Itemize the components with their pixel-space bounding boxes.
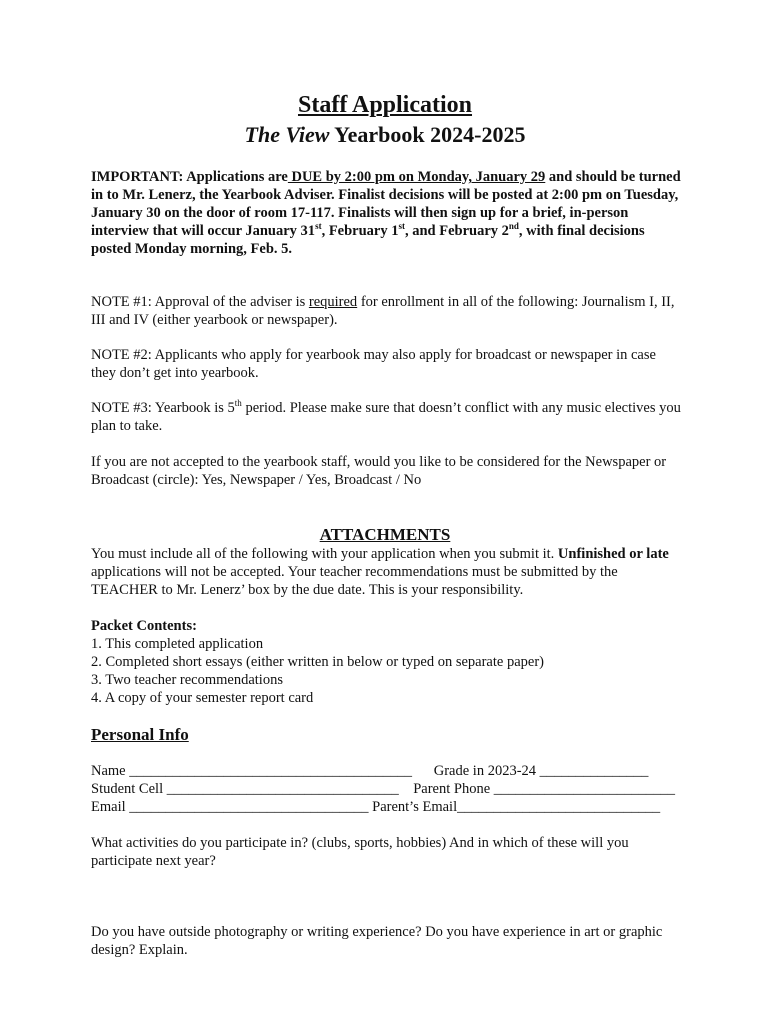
- note-1-text-a: NOTE #1: Approval of the adviser is: [91, 294, 309, 310]
- note-2: NOTE #2: Applicants who apply for yearbook may also apply for broadcast or newspaper in case they don’t get into yearbook.: [91, 347, 656, 381]
- important-sup-2: st: [398, 221, 405, 232]
- attachments-heading: ATTACHMENTS: [319, 525, 451, 544]
- important-text-2: and should be turned in to Mr. Lenerz, the Yearbook Adviser. Finalist decisions will be posted at 2:00 pm on Tuesday, January 30 on the door of room 17-117. Finalists will then sign up for a brief, in-person interview that will occur January 31: [91, 169, 681, 239]
- list-item: 2. Completed short essays (either written in below or typed on separate paper): [91, 654, 544, 670]
- experience-question: Do you have outside photography or writing experience? Do you have experience in art or graphic design? Explain.: [91, 924, 663, 958]
- list-item: 1. This completed application: [91, 636, 264, 652]
- page-title: Staff Application: [297, 92, 473, 118]
- important-sup-1: st: [315, 221, 322, 232]
- name-grade-line[interactable]: Name _______________________________________ Grade in 2023-24 _______________: [91, 763, 649, 779]
- note-3-text-a: NOTE #3: Yearbook is 5: [91, 400, 235, 416]
- packet-contents-list: [91, 635, 681, 707]
- email-line[interactable]: Email _________________________________ Parent’s Email____________________________: [91, 799, 661, 815]
- subtitle-rest: Yearbook 2024-2025: [329, 122, 526, 147]
- note-1: [91, 293, 681, 329]
- note-3-sup: th: [234, 398, 242, 409]
- note-3: [91, 399, 681, 435]
- important-text-5: , with final decisions posted Monday morning, Feb. 5.: [91, 223, 645, 257]
- list-item: 3. Two teacher recommendations: [91, 672, 283, 688]
- important-text-1: IMPORTANT: Applications are: [91, 169, 288, 185]
- note-3-text-b: period. Please make sure that doesn’t conflict with any music electives you plan to take.: [91, 400, 681, 434]
- important-sup-3: nd: [508, 221, 519, 232]
- activities-question: What activities do you participate in? (clubs, sports, hobbies) And in which of these will you participate next year?: [91, 835, 629, 869]
- cell-phone-line[interactable]: Student Cell ________________________________ Parent Phone _________________________: [91, 781, 676, 797]
- personal-info-heading: Personal Info: [91, 725, 189, 744]
- important-due-date: DUE by 2:00 pm on Monday, January 29: [287, 169, 546, 185]
- note-1-underlined: required: [308, 294, 358, 310]
- note-1-text-b: for enrollment in all of the following: Journalism I, II, III and IV (either yearbook or newspaper).: [91, 294, 675, 328]
- not-accepted-paragraph: If you are not accepted to the yearbook staff, would you like to be considered for the Newspaper or Broadcast (circle): Yes, Newspaper / Yes, Broadcast / No: [91, 454, 667, 488]
- important-paragraph: [91, 168, 681, 258]
- packet-contents-heading: Packet Contents:: [91, 618, 197, 634]
- important-text-3: , February 1: [321, 223, 399, 239]
- page-subtitle: [0, 122, 770, 148]
- important-text-4: , and February 2: [404, 223, 509, 239]
- attachments-bold: Unfinished or late: [557, 546, 669, 562]
- attachments-text-a: You must include all of the following with your application when you submit it.: [91, 546, 558, 562]
- subtitle-italic: The View: [244, 122, 330, 147]
- attachments-text-b: applications will not be accepted. Your teacher recommendations must be submitted by the TEACHER to Mr. Lenerz’ box by the due date. This is your responsibility.: [91, 564, 618, 598]
- list-item: 4. A copy of your semester report card: [91, 690, 314, 706]
- attachments-paragraph: [91, 545, 681, 599]
